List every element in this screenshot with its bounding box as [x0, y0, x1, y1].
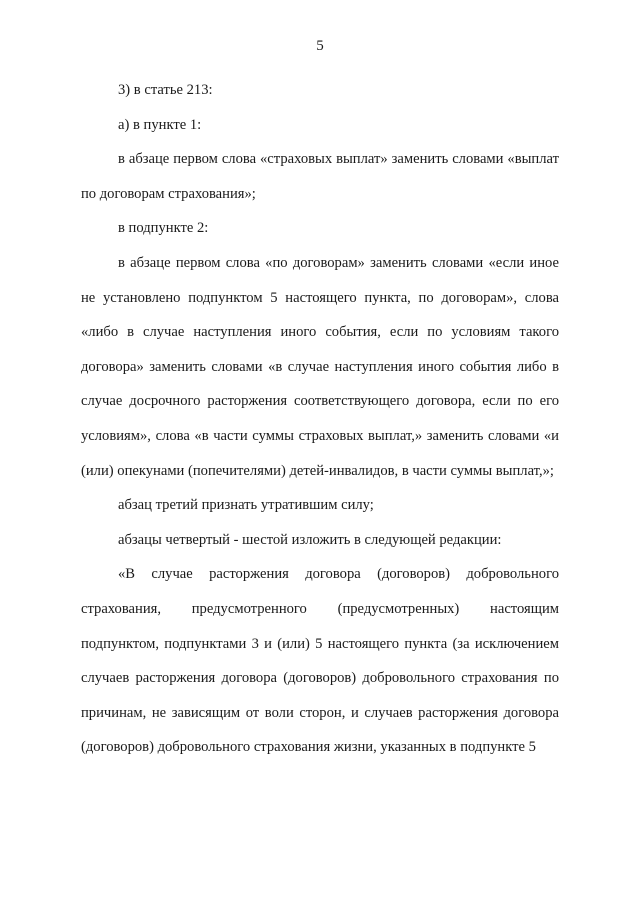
page-number: 5	[316, 38, 324, 54]
paragraph-point-1: а) в пункте 1:	[118, 116, 202, 133]
paragraph-contract-termination: «В случае расторжения договора (договоров) добровольного страхования, предусмотренного (предусмотренных) настоящим подпунктом, подпунктами 3 и (или) 5 настоящего пункта (за исключением случаев расторжения договора (договоров) добровольного страхования по причинам, не зависящим от воли сторон, и случаев расторжения договора (договоров) добровольного страхования жизни, указанных в подпункте 5	[81, 566, 559, 756]
document-body	[81, 73, 559, 765]
paragraph-contracts-replacement: в абзаце первом слова «по договорам» заменить словами «если иное не установлено подпунктом 5 настоящего пункта, по договорам», слова «либо в случае наступления иного события, если по условиям такого договора» заменить словами «в случае наступления иного события либо в случае досрочного расторжения соответствующего договора, если по его условиям», слова «в части суммы страховых выплат,» заменить словами «и (или) опекунами (попечителями) детей-инвалидов, в части суммы выплат,»;	[81, 254, 559, 479]
paragraph-abzac-three-void: абзац третий признать утратившим силу;	[118, 497, 374, 514]
paragraph-subpoint-2: в подпункте 2:	[118, 220, 209, 237]
paragraph-article-213: 3) в статье 213:	[118, 82, 213, 98]
paragraph-abzac-four-six: абзацы четвертый - шестой изложить в следующей редакции:	[118, 531, 502, 548]
paragraph-first-abzac-replacement: в абзаце первом слова «страховых выплат» заменить словами «выплат по договорам страхования»;	[81, 151, 559, 202]
